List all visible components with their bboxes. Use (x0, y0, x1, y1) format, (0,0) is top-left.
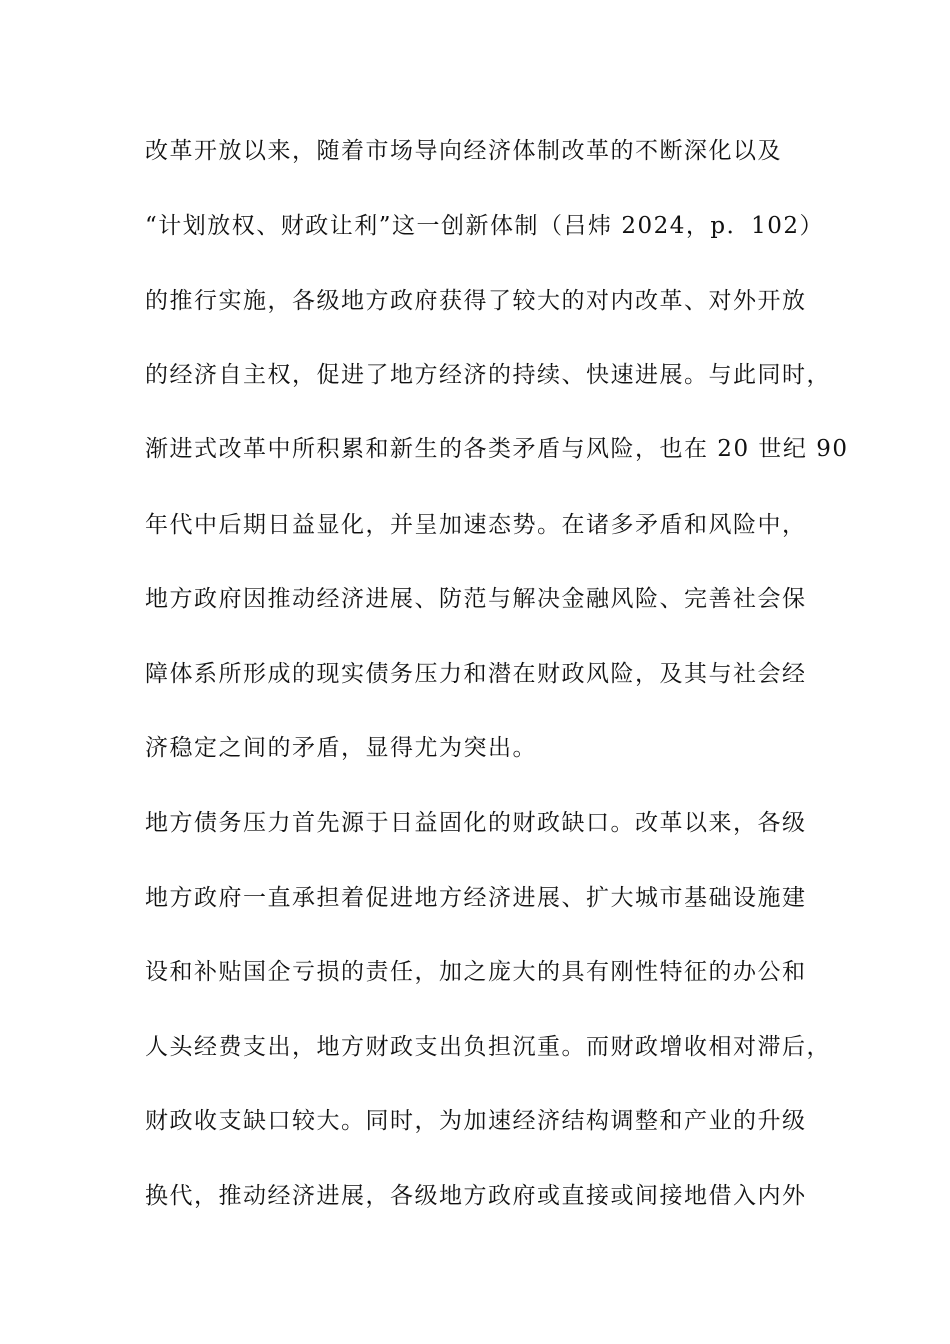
paragraph-1-line-4: 的经济自主权，促进了地方经济的持续、快速进展。与此同时， (145, 362, 831, 388)
paragraph-1-line-8: 障体系所形成的现实债务压力和潜在财政风险，及其与社会经 (145, 661, 807, 687)
paragraph-2-line-2: 地方政府一直承担着促进地方经济进展、扩大城市基础设施建 (145, 885, 807, 911)
paragraph-1-line-6: 年代中后期日益显化，并呈加速态势。在诸多矛盾和风险中， (145, 512, 807, 538)
paragraph-2-line-5: 财政收支缺口较大。同时，为加速经济结构调整和产业的升级 (145, 1108, 807, 1134)
paragraph-1-line-1: 改革开放以来，随着市场导向经济体制改革的不断深化以及 (145, 138, 782, 164)
paragraph-1-line-7: 地方政府因推动经济进展、防范与解决金融风险、完善社会保 (145, 586, 807, 612)
paragraph-1-line-9: 济稳定之间的矛盾，显得尤为突出。 (145, 735, 537, 761)
paragraph-2-line-1: 地方债务压力首先源于日益固化的财政缺口。改革以来，各级 (145, 810, 807, 836)
paragraph-2-line-6: 换代，推动经济进展，各级地方政府或直接或间接地借入内外 (145, 1183, 807, 1209)
paragraph-2-line-3: 设和补贴国企亏损的责任，加之庞大的具有刚性特征的办公和 (145, 959, 807, 985)
paragraph-1-line-5: 渐进式改革中所积累和新生的各类矛盾与风险，也在 20 世纪 90 (145, 436, 849, 462)
paragraph-2-line-4: 人头经费支出，地方财政支出负担沉重。而财政增收相对滞后， (145, 1034, 831, 1060)
paragraph-1-line-2: “计划放权、财政让利”这一创新体制（吕炜 2024，p．102） (145, 213, 824, 239)
paragraph-1-line-3: 的推行实施，各级地方政府获得了较大的对内改革、对外开放 (145, 288, 807, 314)
